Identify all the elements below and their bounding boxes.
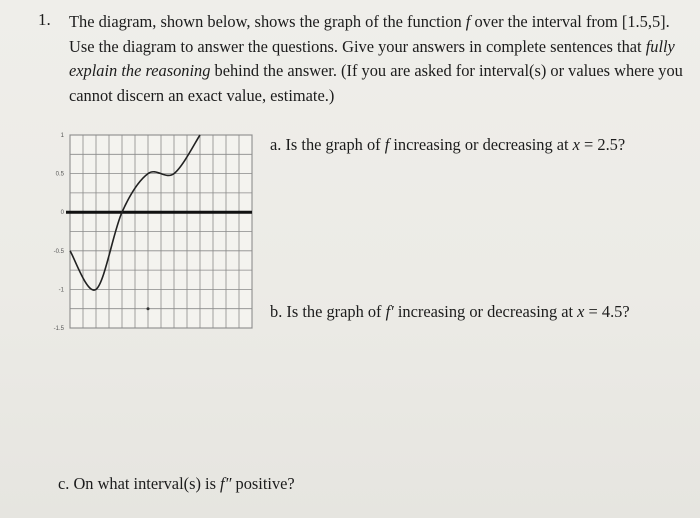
y-tick-label: 0.5 — [55, 171, 64, 178]
function-graph — [40, 125, 260, 335]
problem-number: 1. — [38, 10, 51, 29]
y-tick-label: -1 — [58, 287, 64, 294]
question-a: a. Is the graph of f increasing or decreasing at x = 2.5? — [270, 135, 626, 154]
y-tick-label: 0 — [60, 210, 64, 217]
intro-line: explain the reasoning behind the answer. (If you are asked for interval(s) or values where you — [69, 61, 683, 80]
y-tick-label: -1.5 — [53, 326, 64, 332]
intro-line: The diagram, shown below, shows the graph of the function f over the interval from [1.5,5]. — [69, 12, 670, 31]
intro-line: Use the diagram to answer the questions. Give your answers in complete sentences that fully — [69, 36, 675, 56]
y-axis-ticks — [54, 133, 65, 332]
y-tick-label: -0.5 — [53, 248, 64, 255]
intro-line: cannot discern an exact value, estimate.) — [69, 85, 335, 105]
graph-grid — [66, 135, 252, 328]
question-b: b. Is the graph of f′ increasing or decreasing at x = 4.5? — [270, 302, 630, 321]
y-tick-label: 1 — [60, 133, 64, 139]
problem-intro — [69, 10, 691, 108]
question-c: c. On what interval(s) is f″ positive? — [58, 474, 295, 493]
graph-dot-mark — [147, 307, 150, 310]
